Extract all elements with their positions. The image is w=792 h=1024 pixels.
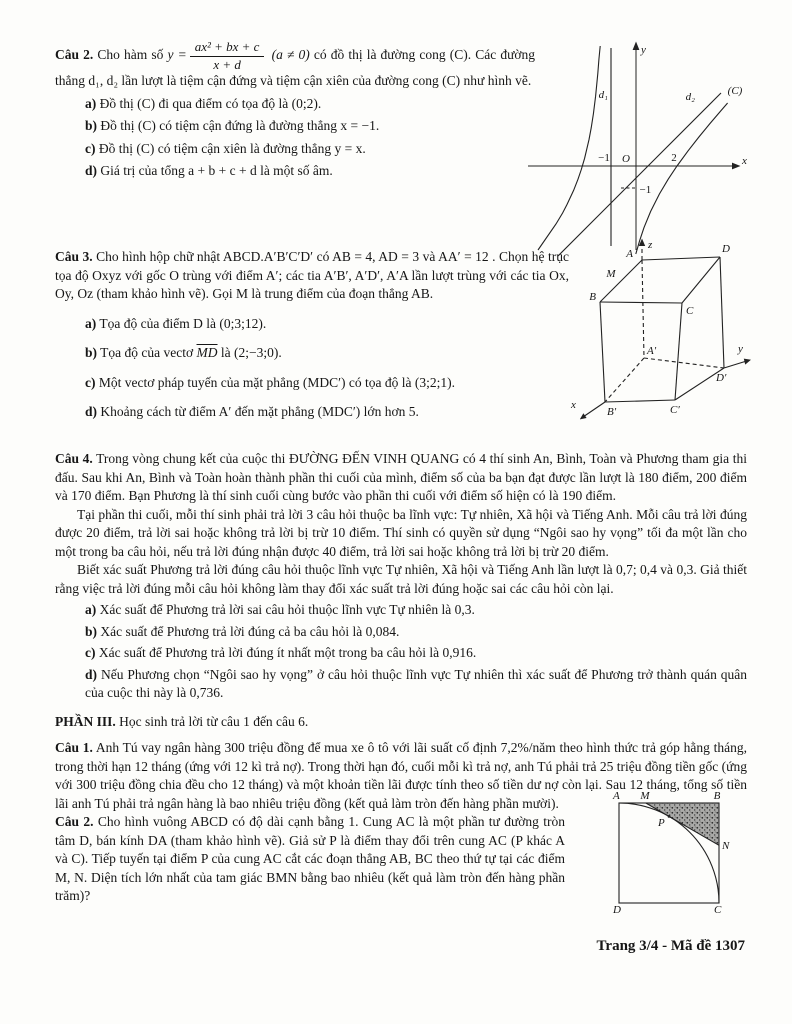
- point-P-label: P: [658, 817, 665, 829]
- q2-intro-pre: Cho hàm số: [97, 47, 164, 63]
- q3-item-c-text: Một vectơ pháp tuyến của mặt phẳng (MDC′) có tọa độ là (3;2;1).: [98, 374, 456, 390]
- q2-item-b-label: b): [85, 118, 98, 134]
- q3-items: [55, 315, 569, 422]
- q4-paragraph-1: [55, 450, 747, 506]
- y-tick-neg1: −1: [639, 184, 652, 196]
- cuboid-figure: [567, 236, 757, 434]
- q3-item-b: [55, 344, 569, 363]
- vertex-A-prime-label: A′: [647, 345, 657, 357]
- q4-item-c-label: c): [85, 645, 96, 660]
- q2-item-c-label: c): [85, 140, 96, 156]
- q3-item-d-text: Khoảng cách từ điểm A′ đến mặt phẳng (MDC′) lớn hơn 5.: [100, 404, 419, 419]
- q3-item-a-text: Tọa độ của điểm D là (0;3;12).: [99, 315, 267, 331]
- square-arc-figure: [611, 791, 747, 919]
- question-2-block: [55, 40, 747, 244]
- q3-item-d: [55, 403, 569, 422]
- oblique-asymptote-d2: [558, 93, 721, 256]
- z-axis-arrow-icon: [639, 239, 645, 247]
- x-axis-label: x: [742, 155, 747, 167]
- q4-item-b-label: b): [85, 623, 98, 639]
- q2-item-a-label: a): [85, 95, 97, 111]
- question-4-block: [55, 450, 747, 703]
- q2-formula-condition: (a ≠ 0): [271, 47, 310, 63]
- page-footer: Trang 3/4 - Mã đề 1307: [596, 938, 745, 954]
- q4-label: Câu 4.: [55, 451, 93, 466]
- y-axis-arrow-icon: [633, 42, 640, 51]
- d1-label: d₁: [598, 89, 608, 101]
- c2-label: Câu 2.: [55, 814, 94, 829]
- c1-label: Câu 1.: [55, 740, 93, 755]
- vertex-B-prime-label: B′: [607, 406, 617, 418]
- tangent-point-P: [668, 815, 671, 818]
- q3-item-a-label: a): [85, 315, 97, 331]
- vertex-D-label: D: [613, 904, 621, 916]
- q4-item-c: [55, 644, 747, 663]
- q3-item-b-label: b): [85, 345, 98, 360]
- question-3-block: [55, 239, 747, 444]
- vertex-C-prime-label: C′: [670, 404, 680, 416]
- c2-text: Cho hình vuông ABCD có độ dài cạnh bằng 1. Cung AC là một phần tư đường tròn tâm D, bán kính DA (tham khảo hình vẽ). Giả sử P là điểm thay đổi trên cung AC (P khác A và C). Tiếp tuyến tại điểm P của cung AC cắt các đoạn thẳng AB, BC theo thứ tự tại các điểm M, N. Diện tích lớn nhất của tam giác BMN bằng bao nhiêu (kết quả làm tròn đến hàng phần trăm)?: [55, 814, 566, 903]
- part-3-text: Học sinh trả lời từ câu 1 đến câu 6.: [119, 713, 309, 729]
- q2-formula-denominator: x + d: [213, 56, 241, 72]
- q4-paragraph-3: [55, 561, 747, 598]
- q2-item-a: [55, 95, 535, 114]
- q3-item-b-pre: Tọa độ của vectơ: [100, 345, 194, 360]
- q4-paragraph-2: [55, 506, 747, 562]
- q3-item-a: [55, 315, 569, 334]
- q4-item-d: [55, 666, 747, 703]
- q2-intro: [55, 40, 535, 91]
- q3-intro: [55, 248, 569, 304]
- q4-item-d-label: d): [85, 666, 98, 682]
- vertex-B-label: B: [589, 291, 596, 303]
- q2-formula-lhs: y =: [167, 47, 187, 63]
- curve-right-branch: [636, 103, 728, 254]
- cuboid-solid-edges: [600, 257, 724, 402]
- z-axis-label: z: [648, 239, 653, 251]
- q3-item-d-label: d): [85, 404, 98, 419]
- c2-paragraph: [55, 813, 565, 906]
- vertex-D-label: D: [722, 243, 730, 255]
- q4-item-d-text: Nếu Phương chọn “Ngôi sao hy vọng” ở câu hỏi thuộc lĩnh vực Tự nhiên thì xác suất để Phương trở thành quán quân của cuộc thi này là 0,736.: [85, 666, 748, 700]
- q2-intro-post: có đồ thị là đường cong (C). Các đường thẳng d₁, d₂ lần lượt là tiệm cận đứng và tiệm cận xiên của đường cong (C) như hình vẽ.: [55, 47, 536, 89]
- y-axis-label: y: [641, 44, 646, 56]
- q4-p3-text: Biết xác suất Phương trả lời đúng câu hỏi thuộc lĩnh vực Tự nhiên, Xã hội và Tiếng Anh lần lượt là 0,7; 0,4 và 0,3. Giả thiết rằng việc trả lời đúng mỗi câu hỏi không làm thay đổi xác suất trả lời đúng hoặc sai các câu hỏi còn lại.: [55, 562, 747, 596]
- q3-item-c: [55, 374, 569, 393]
- part3-question-2-block: [55, 790, 747, 931]
- vertex-C-label: C: [686, 305, 694, 317]
- curve-label: (C): [727, 85, 743, 97]
- q2-item-a-text: Đồ thị (C) đi qua điểm có tọa độ là (0;2).: [99, 95, 322, 111]
- vertex-D-prime-label: D′: [716, 372, 727, 384]
- q2-formula-numerator: ax² + bx + c: [190, 40, 265, 57]
- x-tick-neg1: −1: [598, 152, 610, 164]
- q4-item-c-text: Xác suất để Phương trả lời đúng ít nhất một trong ba câu hỏi là 0,916.: [98, 645, 477, 660]
- part-3-label: PHẦN III.: [55, 713, 116, 729]
- q4-item-a: [55, 601, 747, 620]
- q4-item-b-text: Xác suất để Phương trả lời đúng cả ba câu hỏi là 0,084.: [100, 623, 400, 639]
- q2-formula-fraction: [190, 40, 265, 72]
- q2-item-c-text: Đồ thị (C) có tiệm cận xiên là đường thẳng y = x.: [98, 140, 366, 156]
- point-N-label: N: [722, 840, 730, 852]
- d2-label: d₂: [685, 91, 695, 103]
- q4-p2-text: Tại phần thi cuối, mỗi thí sinh phải trả lời 3 câu hỏi thuộc ba lĩnh vực: Tự nhiên, Xã hội và Tiếng Anh. Mỗi câu trả lời đúng được 20 điểm, trả lời sai hoặc không trả lời bị trừ 10 điểm. Thí sinh có quyền sử dụng “Ngôi sao hy vọng” tối đa một lần cho một trong ba câu hỏi, nếu trả lời đúng nhận được 40 điểm, trả lời sai hoặc không trả lời bị trừ 20 điểm.: [55, 506, 747, 559]
- x-axis-arrow-icon: [580, 413, 587, 419]
- q2-item-b: [55, 117, 535, 136]
- graph-axes: [528, 42, 741, 251]
- x-axis-label: x: [571, 399, 576, 411]
- q3-intro-text: Cho hình hộp chữ nhật ABCD.A′B′C′D′ có AB = 4, AD = 3 và AA′ = 12 . Chọn hệ trục tọa độ Oxyz với gốc O trùng với điểm A′; các tia A′B′, A′D′, A′A lần lượt trùng với các tia Ox, Oy, Oz (tham khảo hình vẽ). Gọi M là trung điểm của đoạn thẳng AB.: [55, 249, 569, 301]
- origin-label: O: [622, 153, 630, 165]
- vertex-C-label: C: [714, 904, 722, 916]
- function-graph-figure: [518, 36, 755, 258]
- point-M-label: M: [606, 268, 616, 280]
- part-3-heading: [55, 713, 747, 732]
- q3-item-b-post: là (2;−3;0).: [220, 345, 282, 360]
- x-tick-2: 2: [671, 152, 677, 164]
- cuboid-axes: [580, 239, 751, 420]
- vertex-A-label: A: [626, 248, 633, 260]
- q3-item-c-label: c): [85, 374, 96, 390]
- q4-items: [55, 601, 747, 703]
- q2-item-d: [55, 162, 535, 181]
- q3-label: Câu 3.: [55, 249, 93, 264]
- vertex-A-label: A: [613, 790, 620, 802]
- curve-left-branch: [538, 46, 600, 250]
- vertex-B-label: B: [713, 790, 721, 802]
- q2-label: Câu 2.: [55, 47, 94, 63]
- q4-item-a-label: a): [85, 602, 97, 617]
- y-axis-label: y: [738, 343, 743, 355]
- x-axis-arrow-icon: [732, 163, 741, 170]
- cuboid-hidden-edges: [605, 245, 724, 402]
- vector-MD-overline: $\overline{MD}$: [196, 345, 218, 360]
- q4-p1-text: Trong vòng chung kết của cuộc thi ĐƯỜNG ĐẾN VINH QUANG có 4 thí sinh An, Bình, Toàn và Phương tham gia thi đấu. Sau khi An, Bình và Toàn hoàn thành phần thi cuối của mình, điểm số của ba bạn đạt được lần lượt là 180 điểm, 200 điểm và 170 điểm. Bạn Phương là thí sinh cuối cùng bước vào phần thi cuối với điểm số hiện có là 190 điểm.: [55, 451, 748, 503]
- point-M-label: M: [640, 790, 650, 802]
- q4-item-b: [55, 623, 747, 642]
- q2-item-c: [55, 140, 535, 159]
- q4-item-a-text: Xác suất để Phương trả lời sai câu hỏi thuộc lĩnh vực Tự nhiên là 0,3.: [99, 602, 475, 617]
- q2-item-d-label: d): [85, 163, 98, 179]
- q2-item-d-text: Giá trị của tổng a + b + c + d là một số âm.: [100, 163, 333, 179]
- q2-item-b-text: Đồ thị (C) có tiệm cận đứng là đường thẳng x = −1.: [100, 118, 380, 134]
- page-content: [55, 40, 747, 956]
- y-axis-arrow-icon: [744, 359, 751, 365]
- c1-text: Anh Tú vay ngân hàng 300 triệu đồng để mua xe ô tô với lãi suất cố định 7,2%/năm theo hình thức trả góp hằng tháng, trong thời hạn 12 tháng (ứng với 12 kì trả nợ). Trong thời hạn đó, cuối mỗi kì trả nợ, anh Tú phải trả 25 triệu đồng tiền gốc (ứng với 300 triệu đồng chia đều cho 12 tháng) và một khoản tiền lãi được tính theo số tiền dư nợ còn lại. Sau 12 tháng, tổng số tiền lãi anh Tú phải trả ngân hàng là bao nhiêu triệu đồng (kết quả làm tròn đến hàng phần mười).: [55, 740, 747, 811]
